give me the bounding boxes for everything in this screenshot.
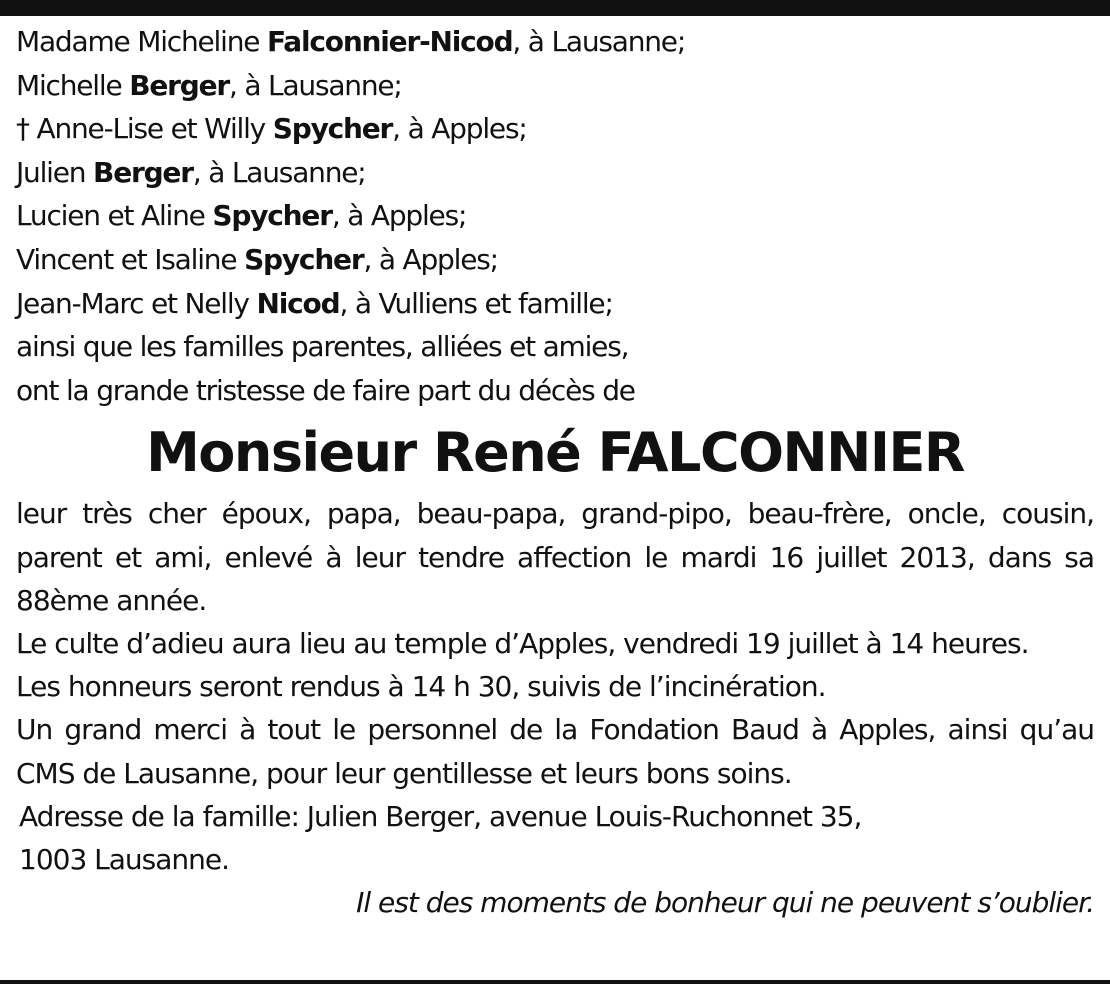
thanks-paragraph: Un grand merci à tout le personnel de la Fondation Baud à Apples, ainsi qu’au CMS de Lausanne, pour leur gentillesse et leurs bons soins.	[16, 713, 1094, 790]
family-surname: Nicod	[256, 286, 340, 320]
service-paragraph: Le culte d’adieu aura lieu au temple d’Apples, vendredi 19 juillet à 14 heures.	[16, 626, 1029, 660]
family-surname: Berger	[129, 68, 229, 102]
family-line: Vincent et Isaline Spycher, à Apples;	[16, 242, 498, 276]
family-line: Julien Berger, à Lausanne;	[16, 155, 366, 189]
honours-paragraph: Les honneurs seront rendus à 14 h 30, suivis de l’incinération.	[16, 670, 826, 704]
family-line: † Anne-Lise et Willy Spycher, à Apples;	[16, 112, 527, 146]
family-line: Jean-Marc et Nelly Nicod, à Vulliens et famille;	[16, 286, 613, 320]
family-surname: Berger	[93, 155, 193, 189]
family-line: Michelle Berger, à Lausanne;	[16, 68, 402, 102]
family-line: Lucien et Aline Spycher, à Apples;	[16, 199, 467, 233]
intro-line: ainsi que les familles parentes, alliées et amies,	[16, 330, 629, 364]
family-surname: Spycher	[212, 199, 332, 233]
family-list	[16, 20, 1094, 325]
address-line: Adresse de la famille: Julien Berger, avenue Louis-Ruchonnet 35,	[19, 799, 862, 833]
family-surname: Spycher	[272, 112, 393, 146]
obituary-notice	[16, 20, 1094, 924]
intro-line: ont la grande tristesse de faire part du décès de	[16, 373, 635, 407]
relationship-paragraph: leur très cher époux, papa, beau-papa, grand-pipo, beau-frère, oncle, cousin, parent et ami, enlevé à leur tendre affection le mardi 16 juillet 2013, dans sa 88ème année.	[16, 497, 1094, 617]
closing-quote: Il est des moments de bonheur qui ne peuvent s’oublier.	[356, 886, 1094, 920]
family-surname: Falconnier-Nicod	[267, 25, 513, 58]
family-line: Madame Micheline Falconnier-Nicod, à Lausanne;	[16, 25, 686, 58]
family-surname: Spycher	[244, 242, 364, 276]
address-line: 1003 Lausanne.	[19, 842, 230, 876]
top-border-rule	[0, 0, 1110, 16]
deceased-name: Monsieur René FALCONNIER	[146, 421, 964, 485]
bottom-border-rule	[0, 980, 1110, 984]
